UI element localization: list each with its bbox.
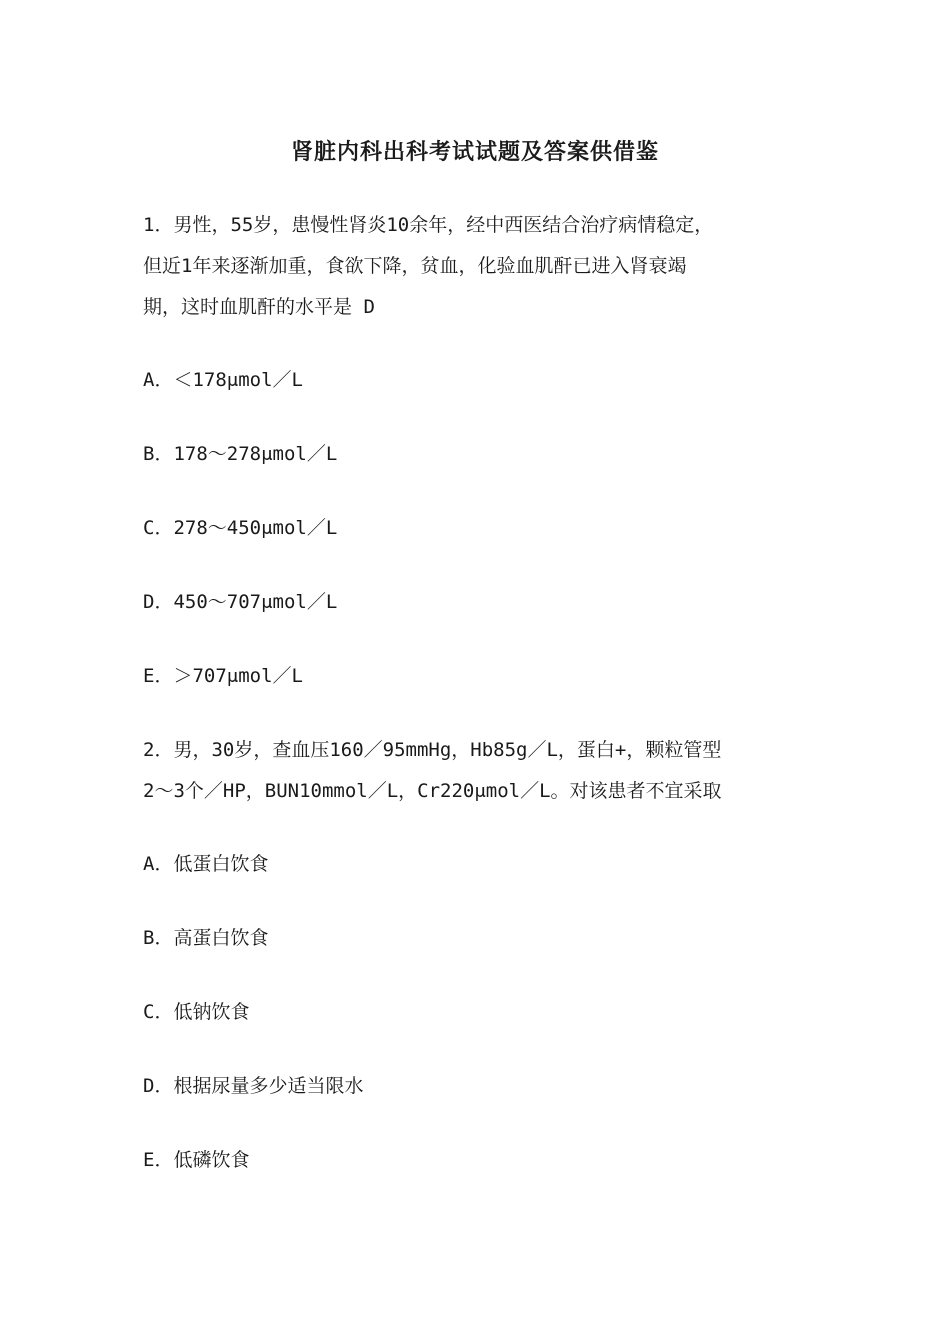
question-2-option-b: B．高蛋白饮食 bbox=[143, 927, 269, 949]
question-1-stem bbox=[143, 205, 818, 328]
question-2-option-d: D．根据尿量多少适当限水 bbox=[143, 1075, 364, 1097]
question-1-option-b: B．178～278μmol／L bbox=[143, 443, 338, 465]
question-1-option-e: E．＞707μmol／L bbox=[143, 665, 303, 687]
question-1-option-d: D．450～707μmol／L bbox=[143, 591, 338, 613]
page-title: 肾脏内科出科考试试题及答案供借鉴 bbox=[290, 139, 659, 165]
question-2-option-a: A．低蛋白饮食 bbox=[143, 853, 269, 875]
question-list bbox=[143, 205, 818, 1214]
question-stem-line: 期，这时血肌酐的水平是 D bbox=[143, 296, 375, 318]
question-2-option-c: C．低钠饮食 bbox=[143, 1001, 250, 1023]
question-2-stem bbox=[143, 730, 818, 812]
question-2-option-e: E．低磷饮食 bbox=[143, 1149, 250, 1171]
question-stem-line: 1．男性，55岁，患慢性肾炎10余年，经中西医结合治疗病情稳定， bbox=[143, 214, 714, 236]
question-1-option-c: C．278～450μmol／L bbox=[143, 517, 338, 539]
question-stem-line: 但近1年来逐渐加重，食欲下降，贫血，化验血肌酐已进入肾衰竭 bbox=[143, 255, 687, 277]
question-stem-line: 2．男，30岁，查血压160／95mmHg，Hb85g／L，蛋白+，颗粒管型 bbox=[143, 739, 722, 761]
question-1-option-a: A．＜178μmol／L bbox=[143, 369, 303, 391]
question-stem-line: 2～3个／HP，BUN10mmol／L，Cr220μmol／L。对该患者不宜采取 bbox=[143, 780, 722, 802]
